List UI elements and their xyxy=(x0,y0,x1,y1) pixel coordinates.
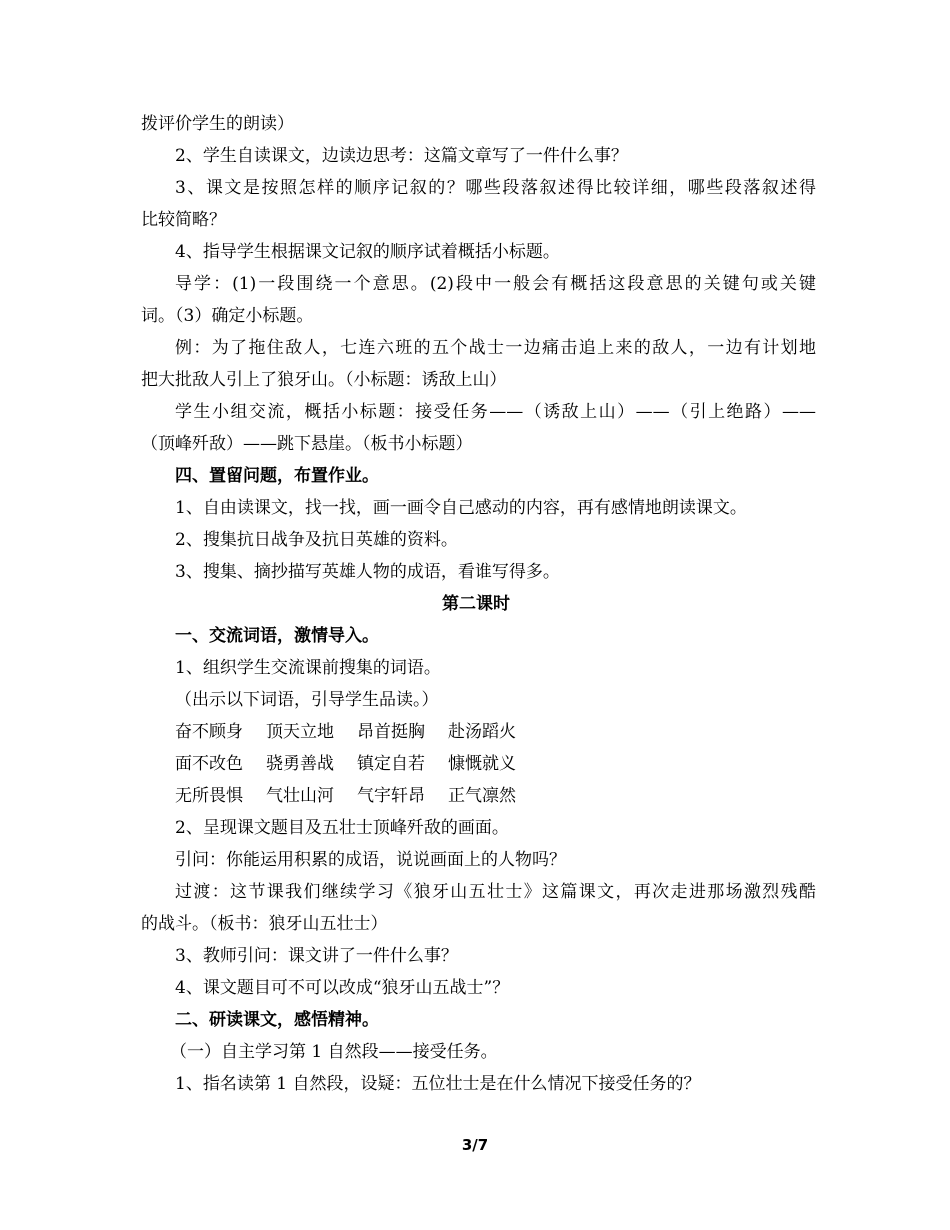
word-row xyxy=(175,721,539,743)
paragraph-line: 4、指导学生根据课文记叙的顺序试着概括小标题。 xyxy=(175,242,560,262)
paragraph-line: 把大批敌人引上了狼牙山。（小标题：诱敌上山） xyxy=(141,370,507,390)
section-heading: 二、研读课文，感悟精神。 xyxy=(175,1010,379,1030)
paragraph-line: 2、呈现课文题目及五壮士顶峰歼敌的画面。 xyxy=(175,818,509,838)
paragraph-line: 词。（3）确定小标题。 xyxy=(141,306,314,326)
paragraph-line: （顶峰歼敌）——跳下悬崖。（板书小标题） xyxy=(141,434,473,454)
word: 骁勇善战 xyxy=(266,754,334,774)
paragraph-line: 1、组织学生交流课前搜集的词语。 xyxy=(175,658,441,678)
paragraph-line: 3、搜集、摘抄描写英雄人物的成语，看谁写得多。 xyxy=(175,562,560,582)
word: 昂首挺胸 xyxy=(357,722,425,742)
paragraph-line: 3、教师引问：课文讲了一件什么事？ xyxy=(175,946,458,966)
paragraph-line: （一）自主学习第 1 自然段——接受任务。 xyxy=(170,1042,498,1062)
paragraph-line: 1、指名读第 1 自然段，设疑：五位壮士是在什么情况下接受任务的？ xyxy=(175,1074,701,1094)
word: 慷慨就义 xyxy=(448,754,516,774)
paragraph-line: （出示以下词语，引导学生品读。） xyxy=(175,690,439,710)
word: 镇定自若 xyxy=(357,754,425,774)
word: 奋不顾身 xyxy=(175,722,243,742)
paragraph-line: 的战斗。（板书：狼牙山五壮士） xyxy=(141,914,388,934)
word-row xyxy=(175,753,539,775)
paragraph-line: 1、自由读课文，找一找，画一画令自己感动的内容，再有感情地朗读课文。 xyxy=(175,498,747,518)
section-heading: 一、交流词语，激情导入。 xyxy=(175,626,379,646)
paragraph-line: 4、课文题目可不可以改成“狼牙山五战士”？ xyxy=(175,978,510,998)
word: 无所畏惧 xyxy=(175,786,243,806)
word: 顶天立地 xyxy=(266,722,334,742)
page-number: 3/7 xyxy=(461,1136,489,1154)
paragraph-line: 3、课文是按照怎样的顺序记叙的？哪些段落叙述得比较详细，哪些段落叙述得 xyxy=(175,178,816,198)
word: 正气凛然 xyxy=(448,786,516,806)
paragraph-line: 学生小组交流，概括小标题：接受任务——（诱敌上山）——（引上绝路）—— xyxy=(175,402,816,422)
paragraph-line: 导学：(1)一段围绕一个意思。(2)段中一般会有概括这段意思的关键句或关键 xyxy=(175,274,816,294)
word: 面不改色 xyxy=(175,754,243,774)
word-row xyxy=(175,785,539,807)
paragraph-line: 引问：你能运用积累的成语，说说画面上的人物吗？ xyxy=(175,850,566,870)
word: 赴汤蹈火 xyxy=(448,722,516,742)
paragraph-line: 过渡：这节课我们继续学习《狼牙山五壮士》这篇课文，再次走进那场激烈残酷 xyxy=(175,882,816,902)
word: 气宇轩昂 xyxy=(357,786,425,806)
paragraph-line: 2、学生自读课文，边读边思考：这篇文章写了一件什么事？ xyxy=(175,146,628,166)
paragraph-line: 比较简略？ xyxy=(141,210,226,230)
lesson-title: 第二课时 xyxy=(442,594,510,614)
section-heading: 四、置留问题，布置作业。 xyxy=(175,466,379,486)
paragraph-line: 例：为了拖住敌人，七连六班的五个战士一边痛击追上来的敌人，一边有计划地 xyxy=(175,338,816,358)
word: 气壮山河 xyxy=(266,786,334,806)
paragraph-line: 2、搜集抗日战争及抗日英雄的资料。 xyxy=(175,530,458,550)
paragraph-line: 拨评价学生的朗读） xyxy=(141,114,294,134)
